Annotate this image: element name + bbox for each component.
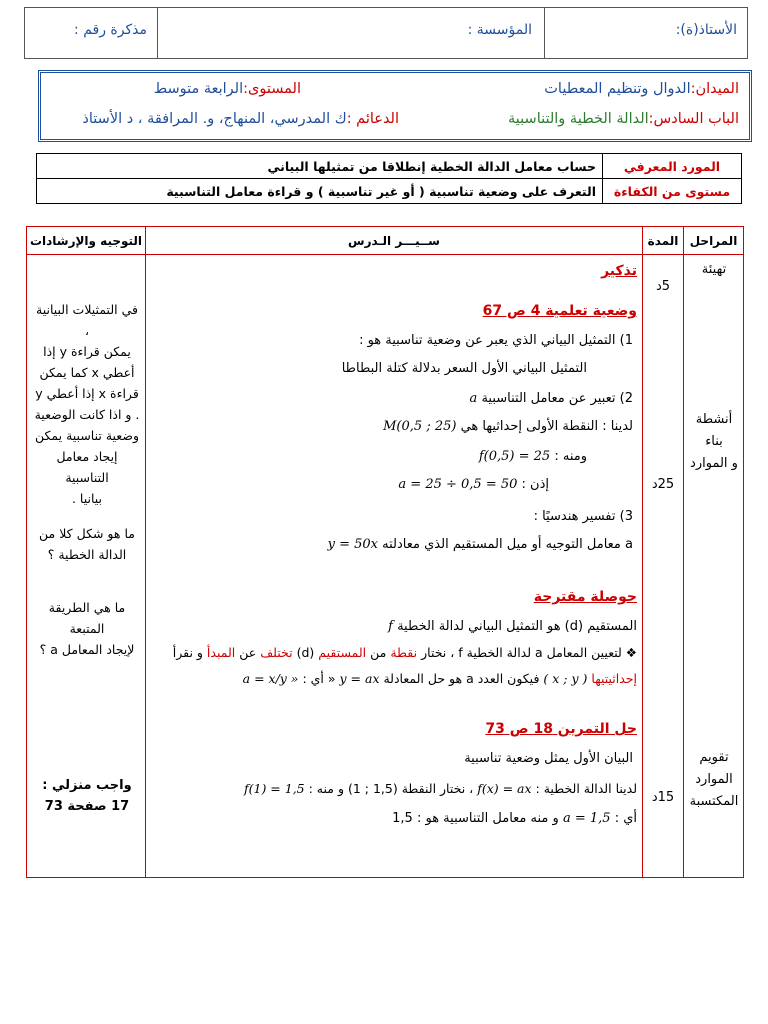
homework [33, 775, 141, 817]
question-2-point [383, 419, 633, 434]
support-label: الدعائم : [346, 111, 399, 127]
question-1-answer: التمثيل البياني الأول السعر بدلالة كتلة البطاطا [341, 361, 587, 376]
point-text: لدينا : النقطة الأولى إحداثيها هي [460, 419, 633, 434]
notes-header: التوجيه والإرشادات [27, 227, 145, 255]
ex2-end: f(1) = 1,5 [244, 781, 305, 796]
summary-ratio: a = x/y » [242, 671, 299, 686]
note-2-line: الدالة الخطية ؟ [47, 547, 127, 562]
so-text: إذن : [521, 477, 549, 492]
resource-label: المورد المعرفي [603, 154, 742, 179]
stage-evaluation [673, 747, 755, 813]
note-3-line: لإيجاد المعامل a ؟ [39, 642, 135, 657]
duration-evaluation: 15د [651, 790, 675, 805]
column-divider [642, 227, 643, 877]
note-1-line: في التمثيلات البيانية ، [36, 302, 138, 338]
summary-ie: « أي : [302, 671, 336, 686]
summary-line-3 [243, 671, 637, 686]
note-1-line: . و اذا كانت الوضعية [34, 407, 140, 422]
chapter-value: الدالة الخطية والتناسبية [508, 111, 649, 127]
question-3-text [328, 537, 633, 552]
competency-value: التعرف على وضعية تناسبية ( أو غير تناسبية ) و قراءة معامل التناسبية [37, 179, 603, 204]
ex2-text: لدينا الدالة الخطية : [535, 781, 637, 796]
note-2 [33, 523, 141, 565]
memo-cell [25, 8, 157, 58]
summary-from: من [370, 645, 387, 660]
summary-line-word: المستقيم [318, 645, 367, 660]
note-1-line: أعطي x كما يمكن [39, 365, 135, 380]
support-line [82, 111, 399, 127]
lesson-header: ســيـــر الـدرس [146, 227, 642, 255]
exercise-title: حل التمرين 18 ص 73 [485, 721, 637, 737]
summary-line-2 [173, 645, 637, 660]
summary-about: عن [239, 645, 257, 660]
stage-activities-line: و الموارد [690, 456, 738, 471]
ex2-mid: ، نختار النقطة (1,5 ; 1) و منه : [308, 781, 474, 796]
chapter-line [508, 111, 739, 127]
point-math: M(0,5 ; 25) [383, 419, 457, 434]
resource-row [37, 154, 742, 179]
summary-coords: إحداثيتيها [591, 671, 637, 686]
level-label: المستوى: [243, 81, 301, 97]
note-1-line: قراءة x إذا أعطي y [35, 386, 139, 401]
support-value: ك المدرسي، المنهاج، و. المرافقة ، د الأستاذ [82, 111, 347, 127]
institution-cell [157, 8, 544, 58]
summary-line-1-text: المستقيم (d) هو التمثيل البياني لدالة الخطية [397, 619, 637, 634]
question-2-so [398, 477, 549, 492]
stage-activities-line: بناء [705, 434, 723, 449]
domain-box [38, 70, 752, 142]
note-1-line: يمكن قراءة y إذا [43, 344, 131, 359]
lesson-content [151, 227, 637, 877]
summary-d: (d) [296, 645, 315, 660]
stage-evaluation-line: المكتسبة [689, 794, 739, 809]
note-2-line: ما هو شكل كلا من [39, 526, 135, 541]
note-1 [33, 299, 141, 509]
question-2-text: 2) تعبير عن معامل التناسبية [481, 391, 633, 406]
summary-xy: ( x ; y ) [543, 671, 588, 686]
ex3-text: أي : [614, 811, 637, 826]
question-1: 1) التمثيل البياني الذي يعبر عن وضعية تناسبية هو : [359, 333, 633, 348]
competency-row [37, 179, 742, 204]
top-header [24, 7, 748, 59]
stage-activities [673, 409, 755, 475]
summary-line-2-text: ❖ لتعيين المعامل a لدالة الخطية f ، نختار [421, 645, 637, 660]
field-line [544, 81, 739, 97]
homework-label: واجب منزلي : [42, 778, 132, 793]
exercise-line-2 [244, 781, 637, 796]
teacher-label: الأستاذ(ة): [675, 22, 737, 38]
reminder-title: تذكير [601, 263, 637, 279]
stages-header: المراحل [684, 227, 743, 255]
ex3-end: و منه معامل التناسبية هو : 1,5 [392, 811, 559, 826]
note-3-line: ما هي الطريقة المتبعة [48, 600, 126, 636]
note-1-line: وضعية تناسبية يمكن [34, 428, 139, 443]
summary-eq: y = ax [339, 671, 380, 686]
stage-activities-line: أنشطة [695, 412, 733, 427]
note-1-line: بيانيا . [71, 491, 103, 506]
question-2-hence [479, 449, 587, 464]
summary-and-read: و نقرأ [172, 645, 203, 660]
note-3 [33, 597, 141, 660]
duration-warmup: 5د [655, 279, 671, 294]
stage-evaluation-line: تقويم [699, 750, 729, 765]
q3-math: y = 50x [327, 537, 379, 552]
level-line [154, 81, 301, 97]
competency-label: مستوى من الكفاءة [603, 179, 742, 204]
so-math: a = 25 ÷ 0,5 = 50 [398, 477, 518, 492]
resource-value: حساب معامل الدالة الخطية إنطلاقا من تمثيلها البياني [37, 154, 603, 179]
level-value: الرابعة متوسط [153, 81, 244, 97]
hence-math: f(0,5) = 25 [478, 449, 551, 464]
duration-activities: 25د [651, 477, 675, 492]
note-1-line: إيجاد معامل التناسبية [56, 449, 118, 485]
field-label: الميدان: [690, 81, 739, 97]
summary-origin: المبدأ [206, 645, 236, 660]
question-2 [470, 391, 633, 406]
stage-evaluation-line: الموارد [695, 772, 733, 787]
summary-differs: تختلف [260, 645, 293, 660]
lesson-table [26, 226, 744, 878]
summary-point: نقطة [390, 645, 418, 660]
teacher-cell [544, 8, 747, 58]
column-divider [145, 227, 146, 877]
situation-title: وضعية تعلمية 4 ص 67 [482, 303, 637, 319]
homework-value: 17 صفحة 73 [44, 799, 130, 814]
stage-warmup: تهيئة [701, 262, 727, 277]
question-3: 3) تفسير هندسيًا : [533, 509, 633, 524]
ex2-math: f(x) = ax [477, 781, 532, 796]
field-value: الدوال وتنظيم المعطيات [544, 81, 691, 97]
exercise-line-1: البيان الأول يمثل وضعية تناسبية [464, 751, 633, 766]
summary-title: حوصلة مقترحة [533, 589, 637, 605]
memo-label: مذكرة رقم : [74, 22, 147, 38]
institution-label: المؤسسة : [467, 22, 532, 38]
exercise-line-3 [392, 811, 637, 826]
ex3-math: a = 1,5 [562, 811, 611, 826]
hence-text: ومنه : [554, 449, 587, 464]
summary-line-1 [388, 619, 637, 634]
q3-text: a معامل التوجيه أو ميل المستقيم الذي معادلته [382, 537, 633, 552]
resource-table [36, 153, 742, 204]
chapter-label: الباب السادس: [648, 111, 739, 127]
summary-line-1-math: f [388, 619, 393, 634]
duration-header: المدة [643, 227, 683, 255]
summary-tail: فيكون العدد a هو حل المعادلة [383, 671, 540, 686]
question-2-var: a [469, 391, 478, 406]
